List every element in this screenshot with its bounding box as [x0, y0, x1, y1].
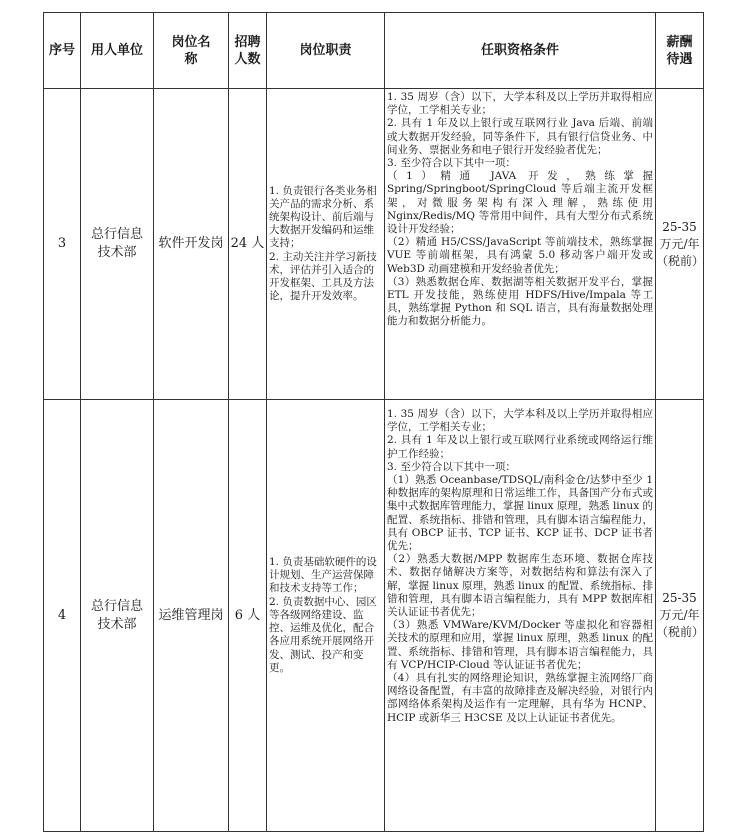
cell-duty: [267, 89, 385, 400]
cell-salary: [656, 400, 704, 832]
salary-unit: 万元/年: [659, 608, 700, 622]
qual-line: 1. 35 周岁（含）以下，大学本科及以上学历并取得相应学位，工学相关专业；: [387, 408, 653, 434]
duty-line: 2. 主动关注并学习新技术，评估并引入适合的开发框架、工具及方法论，提升开发效率。: [269, 250, 377, 303]
recruitment-table: [43, 12, 704, 832]
cell-seq: 4: [44, 400, 81, 832]
header-count: 招聘人数: [229, 13, 267, 89]
qual-line: 3. 至少符合以下其中一项：: [387, 460, 516, 473]
salary-note: （税前）: [656, 625, 705, 639]
qual-line: （4）具有扎实的网络理论知识，熟练掌握主流网络厂商网络设备配置，有丰富的故障排查及解决经验，对银行内部网络体系架构及运作有一定理解，具有华为 HCNP、HCIP 或新华三 H3CSE 及以上认证证书者优先。: [387, 672, 653, 724]
table-row: [44, 89, 704, 400]
qual-line: （3）熟悉 VMWare/KVM/Docker 等虚拟化和容器相关技术的原理和应用，掌握 linux 原理，熟悉 linux 的配置、系统指标、排错和管理，具有脚本语言编程能力，具有 VCP/HCIP-Cloud 等认证证书者优先；: [387, 619, 653, 671]
table-row: [44, 400, 704, 832]
cell-qual: [385, 400, 656, 832]
header-seq: 序号: [44, 13, 81, 89]
salary-range: 25-35: [662, 591, 697, 605]
qual-line: （2）熟悉大数据/MPP 数据库生态环境、数据仓库技术、数据存储解决方案等，对数据结构和算法有深入了解，掌握 linux 原理，熟悉 linux 的配置、系统指标、排错和管理，具有脚本语言编程能力，具有 MPP 数据库相关认证证书者优先；: [387, 553, 653, 619]
cell-seq: 3: [44, 89, 81, 400]
duty-line: 2. 负责数据中心、园区等各级网络建设、监控、运维及优化，配合各应用系统开展网络开发、测试、投产和变更。: [269, 595, 377, 674]
qual-line: 2. 具有 1 年及以上银行或互联网行业 Java 后端、前端或大数据开发经验，同等条件下，具有银行信贷业务、中间业务、票据业务和电子银行开发经验者优先；: [387, 117, 653, 156]
header-duty: 岗位职责: [267, 13, 385, 89]
cell-unit: 总行信息技术部: [81, 89, 154, 400]
cell-qual: [385, 89, 656, 400]
header-row: [44, 13, 704, 89]
duty-line: 1. 负责基础软硬件的设计规划、生产运营保障和技术支持等工作；: [269, 556, 377, 595]
cell-count: 6 人: [229, 400, 267, 832]
header-unit: 用人单位: [81, 13, 154, 89]
cell-post: 运维管理岗: [154, 400, 229, 832]
cell-duty: [267, 400, 385, 832]
duty-line: 1. 负责银行各类业务相关产品的需求分析、系统架构设计、前后端与大数据开发编码和运维支持；: [269, 184, 377, 250]
salary-range: 25-35: [662, 219, 697, 234]
qual-line: 3. 至少符合以下其中一项：: [387, 157, 516, 170]
salary-unit: 万元/年: [659, 236, 700, 251]
cell-salary: [656, 89, 704, 400]
cell-post: 软件开发岗: [154, 89, 229, 400]
qual-line: 2. 具有 1 年及以上银行或互联网行业系统或网络运行维护工作经验；: [387, 434, 653, 460]
qual-line: （1）精通 JAVA 开发，熟练掌握 Spring/Springboot/SpringCloud 等后端主流开发框架，对微服务架构有深入理解，熟练使用 Nginx/Redis/MQ 等常用中间件，具有大型分布式系统设计开发经验；: [387, 170, 653, 236]
qual-line: （3）熟悉数据仓库、数据湖等相关数据开发平台，掌握 ETL 开发技能，熟练使用 HDFS/Hive/Impala 等工具，熟练掌握 Python 和 SQL 语言，具有海量数据处理能力和数据分析能力。: [387, 275, 653, 328]
qual-line: （2）精通 H5/CSS/JavaScript 等前端技术，熟练掌握 VUE 等前端框架，具有鸿蒙 5.0 移动客户端开发或 Web3D 动画建模和开发经验者优先；: [387, 236, 653, 275]
header-salary: 薪酬待遇: [656, 13, 704, 89]
cell-count: 24 人: [229, 89, 267, 400]
header-post: 岗位名称: [154, 13, 229, 89]
cell-unit: 总行信息技术部: [81, 400, 154, 832]
salary-note: （税前）: [656, 253, 705, 268]
qual-line: 1. 35 周岁（含）以下，大学本科及以上学历并取得相应学位，工学相关专业；: [387, 91, 653, 117]
qual-line: （1）熟悉 Oceanbase/TDSQL/南科金仓/达梦中至少 1 种数据库的架构原理和日常运维工作，具备国产分布式或集中式数据库管理能力，掌握 linux 原理，熟悉 linux 的配置、系统指标、排错和管理，具有脚本语言编程能力，具有 OBCP 证书、TCP 证书、KCP 证书、DCP 证书者优先；: [387, 474, 653, 553]
header-qual: 任职资格条件: [385, 13, 656, 89]
